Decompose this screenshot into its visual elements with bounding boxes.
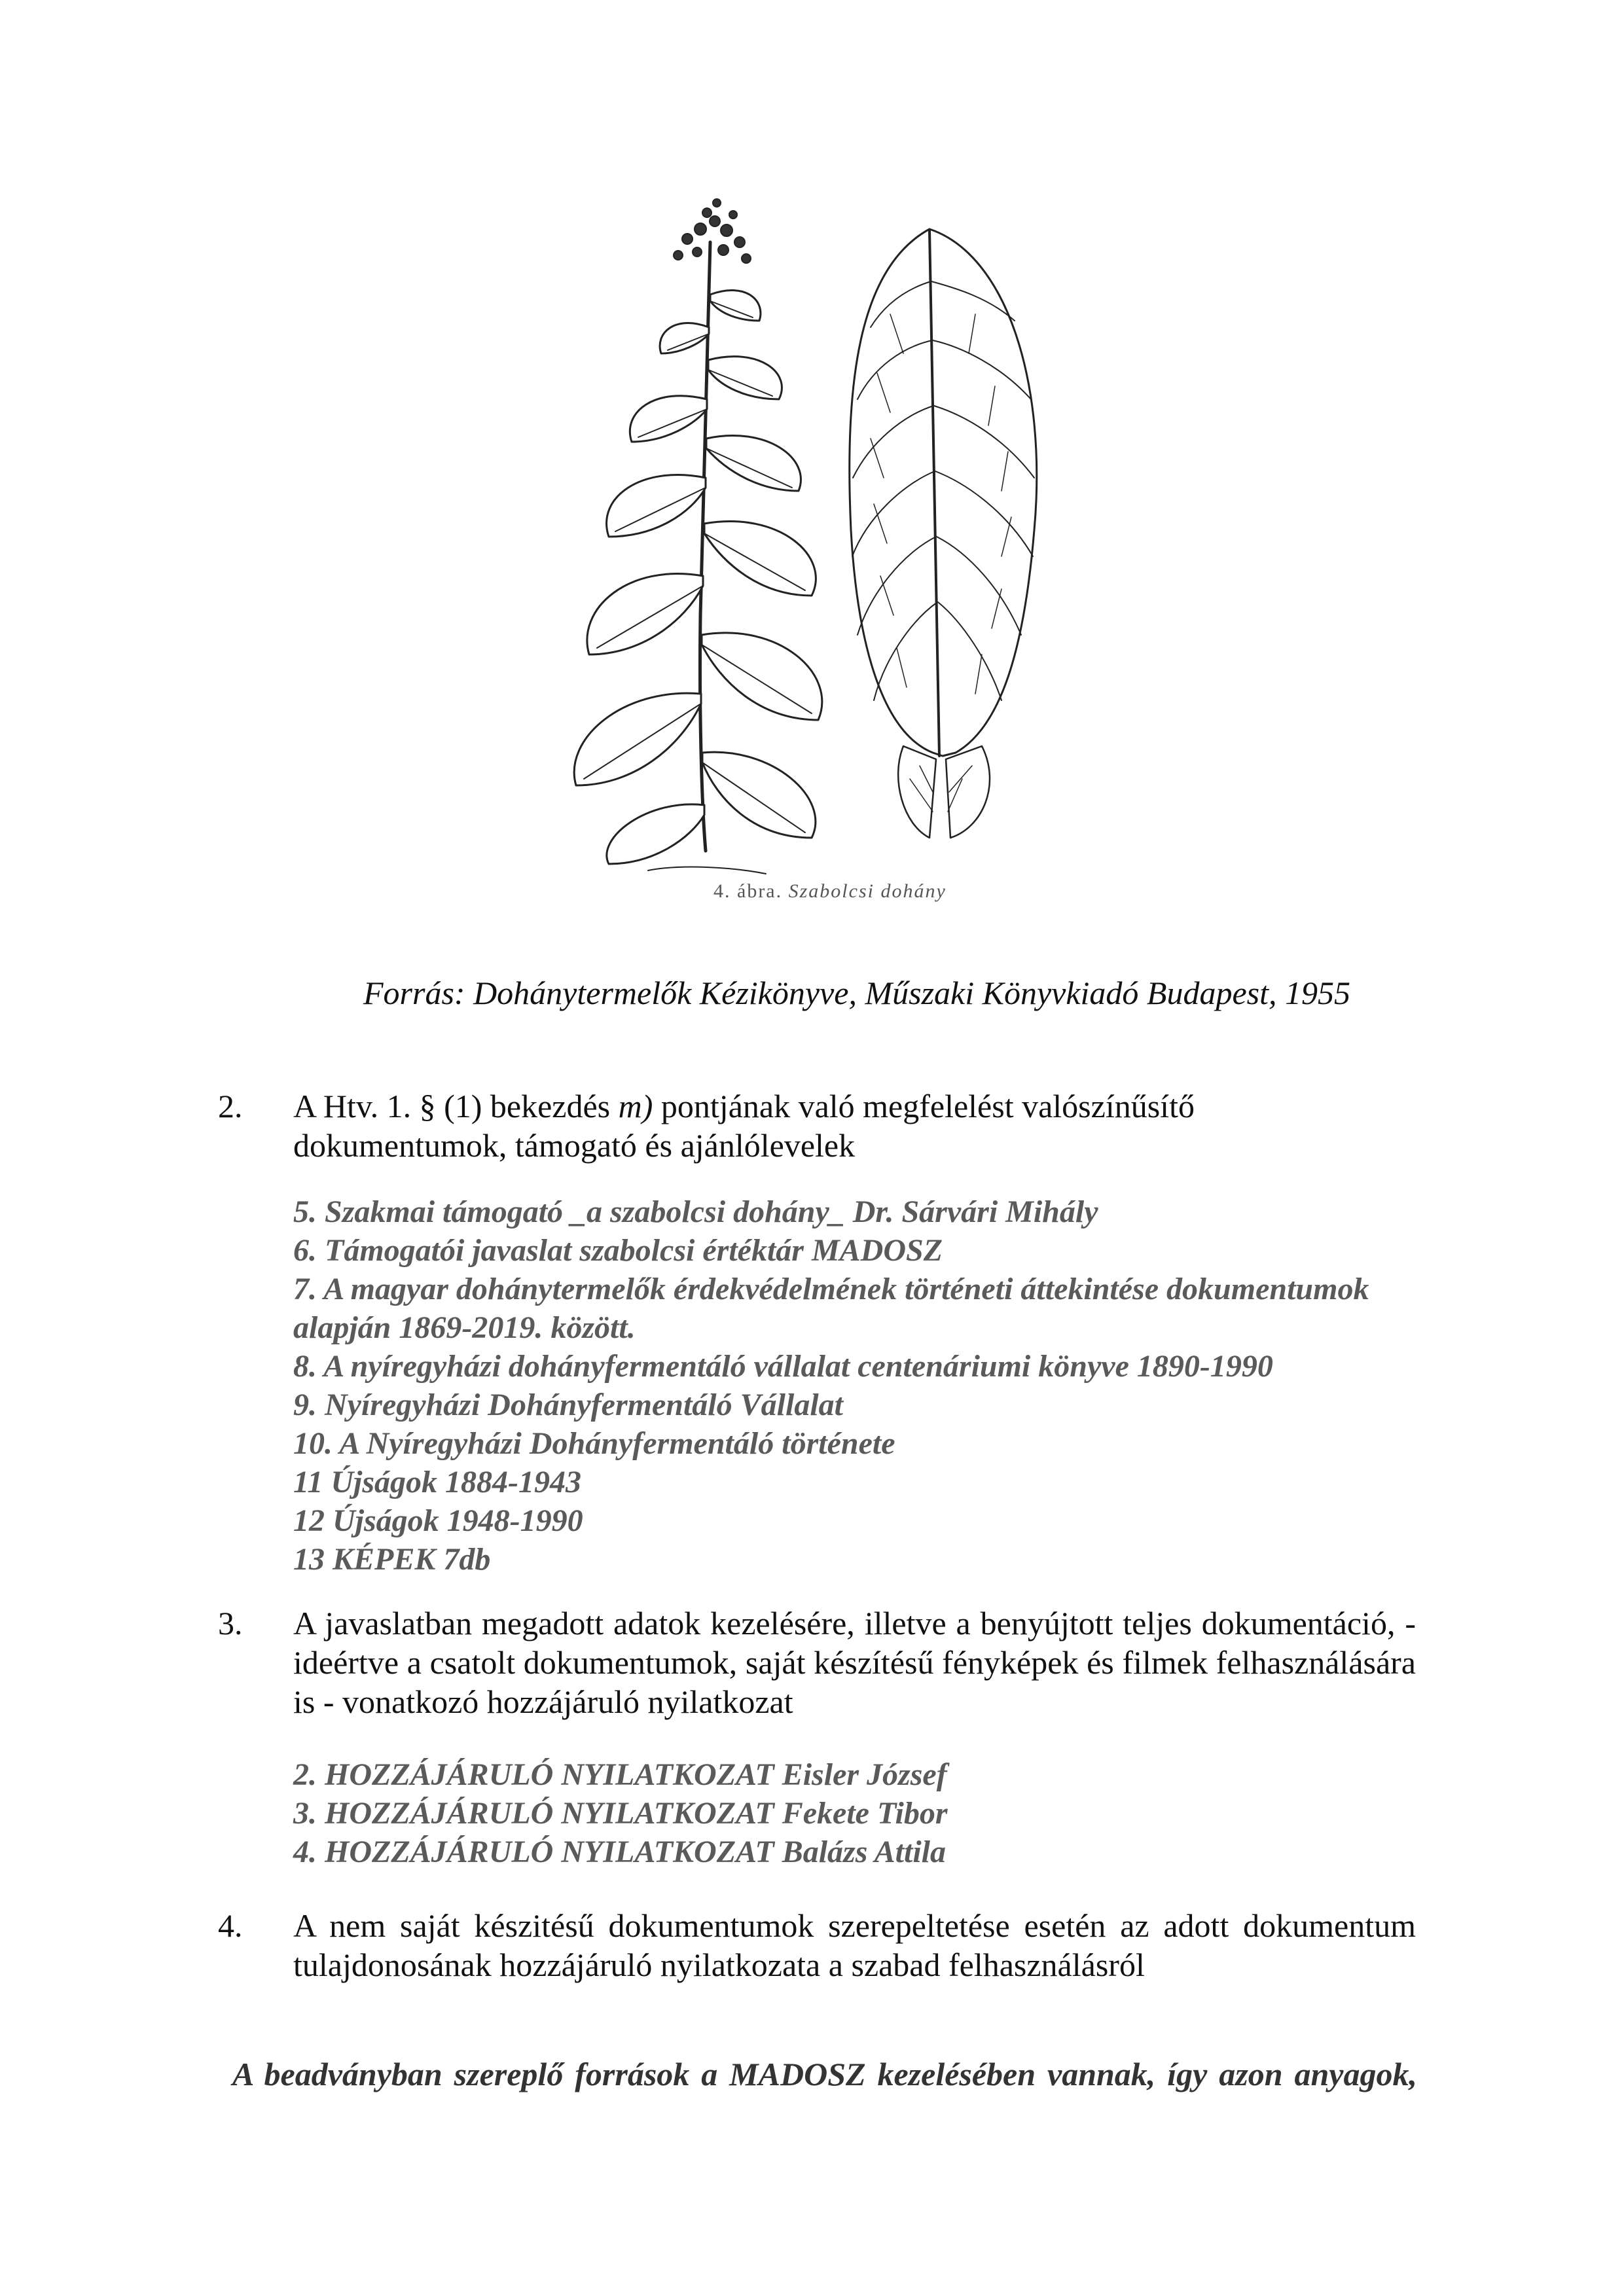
attachment-item: 13 KÉPEK 7db bbox=[293, 1542, 491, 1577]
attachment-list-2 bbox=[293, 1193, 1419, 1579]
figure-caption-title: Szabolcsi dohány bbox=[788, 880, 947, 902]
attachment-list-3 bbox=[293, 1755, 1419, 1871]
attachment-item: 3. HOZZÁJÁRULÓ NYILATKOZAT Fekete Tibor bbox=[293, 1796, 948, 1831]
list-item-3 bbox=[218, 1604, 1416, 1721]
source-line: Forrás: Dohánytermelők Kézikönyve, Műszaki Könyvkiadó Budapest, 1955 bbox=[363, 975, 1351, 1011]
attachment-item: 10. A Nyíregyházi Dohányfermentáló története bbox=[293, 1426, 895, 1461]
closing-paragraph: A beadványban szereplő források a MADOSZ kezelésében vannak, így azon anyagok, bbox=[232, 2056, 1417, 2092]
attachment-item: 4. HOZZÁJÁRULÓ NYILATKOZAT Balázs Attila bbox=[293, 1835, 946, 1869]
attachment-item: 8. A nyíregyházi dohányfermentáló vállalat centenáriumi könyve 1890-1990 bbox=[293, 1349, 1273, 1384]
list-item-2 bbox=[218, 1086, 1416, 1165]
list-item-text: A javaslatban megadott adatok kezelésére, illetve a benyújtott teljes dokumentáció, - ideértve a csatolt dokumentumok, saját készítésű fényképek és filmek felhasználására is - vonatkozó hozzájáruló nyilatkozat bbox=[293, 1605, 1416, 1720]
attachment-item: 12 Újságok 1948-1990 bbox=[293, 1503, 583, 1538]
attachment-item: 11 Újságok 1884-1943 bbox=[293, 1465, 582, 1499]
list-item-number: 4. bbox=[218, 1907, 243, 1944]
figure-caption bbox=[713, 880, 947, 903]
figure-caption-number: 4. ábra. bbox=[713, 880, 783, 902]
attachment-item: 7. A magyar dohánytermelők érdekvédelmének történeti áttekintése dokumentumok alapján 1869-2019. között. bbox=[293, 1272, 1369, 1345]
list-item-number: 2. bbox=[218, 1088, 243, 1124]
list-item-4 bbox=[218, 1906, 1416, 1984]
tobacco-drawing bbox=[550, 190, 1074, 910]
tobacco-illustration bbox=[550, 190, 1074, 923]
attachment-item: 5. Szakmai támogató _a szabolcsi dohány_ Dr. Sárvári Mihály bbox=[293, 1194, 1098, 1229]
list-item-text: A nem saját készitésű dokumentumok szerepeltetése esetén az adott dokumentum tulajdonosának hozzájáruló nyilatkozata a szabad felhasználásról bbox=[293, 1907, 1416, 1983]
list-item-number: 3. bbox=[218, 1605, 243, 1641]
list-item-text: A Htv. 1. § (1) bekezdés m) pontjának való megfelelést valószínűsítő dokumentumok, támogató és ajánlólevelek bbox=[293, 1088, 1195, 1164]
attachment-item: 2. HOZZÁJÁRULÓ NYILATKOZAT Eisler József bbox=[293, 1757, 947, 1792]
attachment-item: 9. Nyíregyházi Dohányfermentáló Vállalat bbox=[293, 1388, 843, 1422]
attachment-item: 6. Támogatói javaslat szabolcsi értéktár MADOSZ bbox=[293, 1233, 943, 1268]
